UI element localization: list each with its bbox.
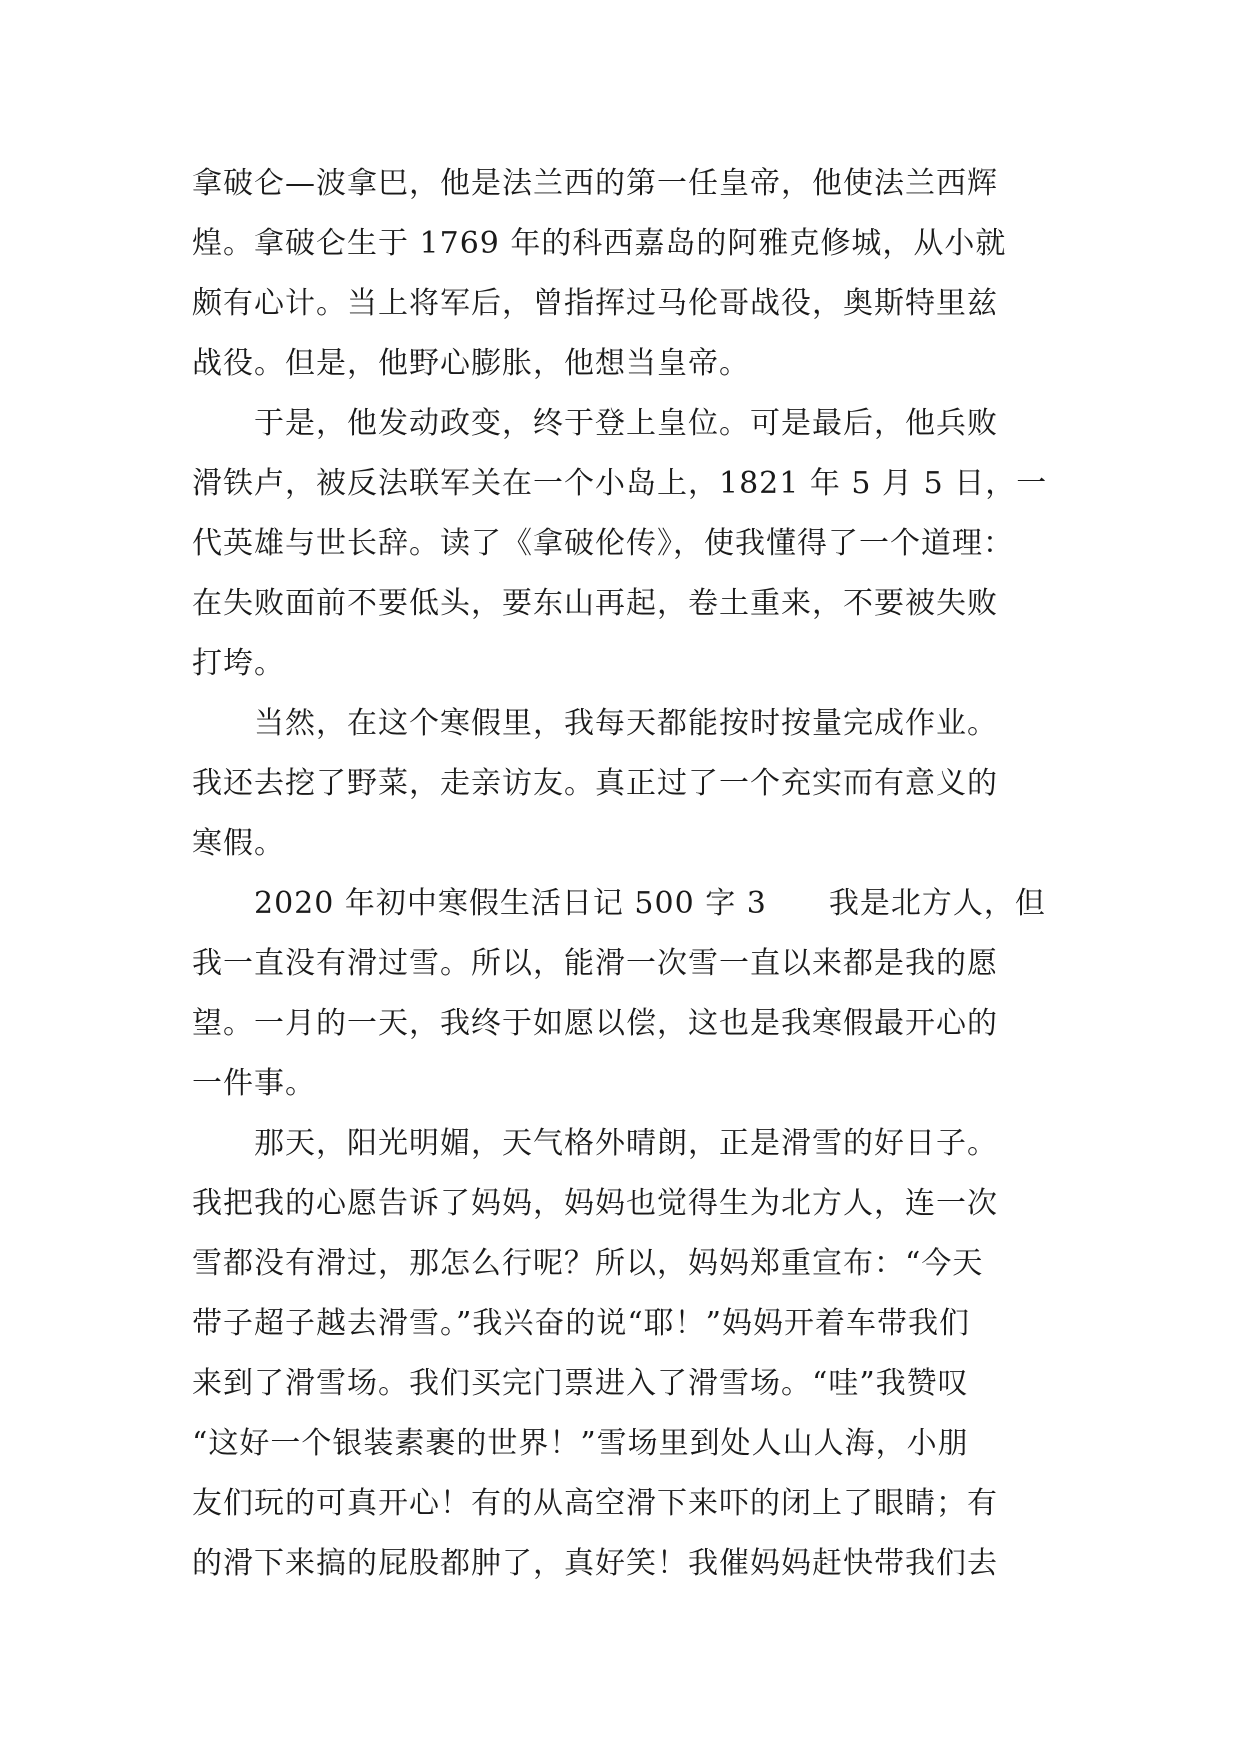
text-line: 滑铁卢，被反法联军关在一个小岛上，1821 年 5 月 5 日，一 bbox=[192, 466, 1048, 501]
text-line: 拿破仑—波拿巴，他是法兰西的第一任皇帝，他使法兰西辉 bbox=[192, 166, 998, 201]
text-line: 友们玩的可真开心！有的从高空滑下来吓的闭上了眼睛；有 bbox=[192, 1486, 998, 1521]
text-line: 2020 年初中寒假生活日记 500 字 3 我是北方人，但 bbox=[192, 886, 1046, 921]
text-line: 我一直没有滑过雪。所以，能滑一次雪一直以来都是我的愿 bbox=[192, 946, 998, 981]
text-line: 雪都没有滑过，那怎么行呢？所以，妈妈郑重宣布：“今天 bbox=[192, 1246, 984, 1281]
text-line: 代英雄与世长辞。读了《拿破伦传》，使我懂得了一个道理： bbox=[192, 526, 1014, 561]
document-body bbox=[192, 154, 1072, 1594]
text-line: 打垮。 bbox=[192, 646, 285, 681]
text-line: 带子超子越去滑雪。”我兴奋的说“耶！”妈妈开着车带我们 bbox=[192, 1306, 971, 1341]
text-line: 于是，他发动政变，终于登上皇位。可是最后，他兵败 bbox=[192, 406, 998, 441]
text-line: 那天，阳光明媚，天气格外晴朗，正是滑雪的好日子。 bbox=[192, 1126, 998, 1161]
text-line: 我还去挖了野菜，走亲访友。真正过了一个充实而有意义的 bbox=[192, 766, 998, 801]
text-line: 颇有心计。当上将军后，曾指挥过马伦哥战役，奥斯特里兹 bbox=[192, 286, 998, 321]
text-line: 一件事。 bbox=[192, 1066, 316, 1101]
text-line: “这好一个银装素裹的世界！”雪场里到处人山人海，小朋 bbox=[192, 1426, 969, 1461]
text-line: 当然，在这个寒假里，我每天都能按时按量完成作业。 bbox=[192, 706, 998, 741]
text-line: 我把我的心愿告诉了妈妈，妈妈也觉得生为北方人，连一次 bbox=[192, 1186, 998, 1221]
text-line: 来到了滑雪场。我们买完门票进入了滑雪场。“哇”我赞叹 bbox=[192, 1366, 969, 1401]
text-line: 望。一月的一天，我终于如愿以偿，这也是我寒假最开心的 bbox=[192, 1006, 998, 1041]
text-line: 煌。拿破仑生于 1769 年的科西嘉岛的阿雅克修城，从小就 bbox=[192, 226, 1007, 261]
text-line: 战役。但是，他野心膨胀，他想当皇帝。 bbox=[192, 346, 750, 381]
text-line: 的滑下来搞的屁股都肿了，真好笑！我催妈妈赶快带我们去 bbox=[192, 1546, 998, 1581]
text-line: 寒假。 bbox=[192, 826, 285, 861]
text-line: 在失败面前不要低头，要东山再起，卷土重来，不要被失败 bbox=[192, 586, 998, 621]
